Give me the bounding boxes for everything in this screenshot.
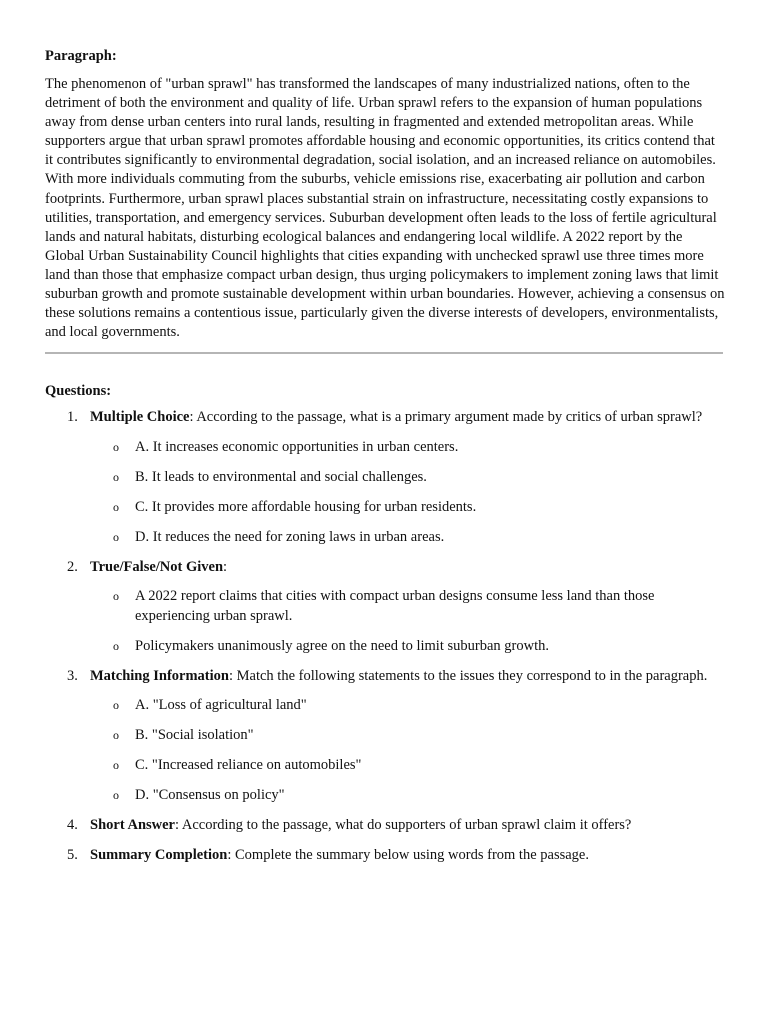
option-item: [90, 696, 723, 716]
question-type: Multiple Choice: [90, 409, 190, 426]
passage-text: The phenomenon of "urban sprawl" has transformed the landscapes of many industrialized nations, often to the detriment of both the environment and quality of life. Urban sprawl refers to the expansion of human populations away from dense urban centers into rural lands, resulting in fragmented and extended metropolitan areas. While supporters argue that urban sprawl promotes affordable housing and economic opportunities, its critics contend that it contributes significantly to environmental degradation, social isolation, and an increased reliance on automobiles. With more individuals commuting from the suburbs, vehicle emissions rise, exacerbating air pollution and carbon footprints. Furthermore, urban sprawl places substantial strain on infrastructure, necessitating costly expansions to utilities, transportation, and emergency services. Suburban development often leads to the loss of fertile agricultural lands and natural habitats, disturbing ecological balances and endangering local wildlife. A 2022 report by the Global Urban Sustainability Council highlights that cities expanding with unchecked sprawl use three times more land than those that emphasize compact urban design, thus urging policymakers to implement zoning laws that limit suburban growth and promote sustainable development within urban boundaries. However, achieving a consensus on these solutions remains a contentious issue, particularly given the diverse interests of developers, environmentalists, and local governments.: [45, 76, 725, 341]
circle-bullet-icon: o: [113, 529, 119, 544]
circle-bullet-icon: o: [113, 758, 119, 773]
circle-bullet-icon: o: [113, 499, 119, 514]
option-list: [90, 587, 723, 656]
circle-bullet-icon: o: [113, 728, 119, 743]
question-text: : According to the passage, what do supporters of urban sprawl claim it offers?: [175, 817, 632, 834]
question-number: 3.: [67, 667, 78, 684]
option-text: C. "Increased reliance on automobiles": [135, 757, 362, 774]
question-type: Short Answer: [90, 817, 175, 834]
option-item: [90, 637, 723, 657]
circle-bullet-icon: o: [113, 638, 119, 653]
option-text: A 2022 report claims that cities with compact urban designs consume less land than those experiencing urban sprawl.: [135, 588, 655, 624]
option-text: A. It increases economic opportunities in urban centers.: [135, 438, 459, 455]
question-number: 4.: [67, 817, 78, 834]
question-text: : According to the passage, what is a primary argument made by critics of urban sprawl?: [189, 409, 703, 426]
question-item: [45, 558, 723, 657]
question-item: [45, 816, 723, 836]
question-text: : Complete the summary below using words from the passage.: [227, 846, 589, 863]
question-text: :: [223, 558, 228, 575]
option-text: A. "Loss of agricultural land": [135, 697, 307, 714]
circle-bullet-icon: o: [113, 788, 119, 803]
questions-heading: Questions:: [45, 383, 112, 400]
option-text: D. It reduces the need for zoning laws in urban areas.: [135, 528, 445, 545]
option-text: Policymakers unanimously agree on the need to limit suburban growth.: [135, 637, 549, 654]
question-type: Summary Completion: [90, 846, 228, 863]
question-number: 2.: [67, 558, 78, 575]
option-item: [90, 468, 723, 488]
question-text: : Match the following statements to the issues they correspond to in the paragraph.: [228, 667, 708, 684]
circle-bullet-icon: o: [113, 469, 119, 484]
option-text: C. It provides more affordable housing for urban residents.: [135, 498, 477, 515]
question-type: True/False/Not Given: [90, 558, 224, 575]
option-item: [90, 726, 723, 746]
question-item: [45, 667, 723, 806]
section-divider: [45, 352, 723, 354]
question-item: [45, 846, 723, 866]
circle-bullet-icon: o: [113, 698, 119, 713]
option-item: [90, 438, 723, 458]
option-list: [90, 438, 723, 548]
question-number: 5.: [67, 846, 78, 863]
question-number: 1.: [67, 409, 78, 426]
question-type: Matching Information: [90, 667, 229, 684]
option-text: D. "Consensus on policy": [135, 787, 285, 804]
option-text: B. "Social isolation": [135, 727, 254, 744]
option-text: B. It leads to environmental and social challenges.: [135, 468, 427, 485]
option-item: [90, 756, 723, 776]
option-item: [90, 786, 723, 806]
paragraph-heading: Paragraph:: [45, 48, 117, 64]
option-item: [90, 528, 723, 548]
circle-bullet-icon: o: [113, 589, 119, 604]
questions-list: [45, 408, 723, 865]
option-item: [90, 587, 723, 626]
option-list: [90, 696, 723, 806]
question-item: [45, 408, 723, 547]
circle-bullet-icon: o: [113, 439, 119, 454]
option-item: [90, 498, 723, 518]
